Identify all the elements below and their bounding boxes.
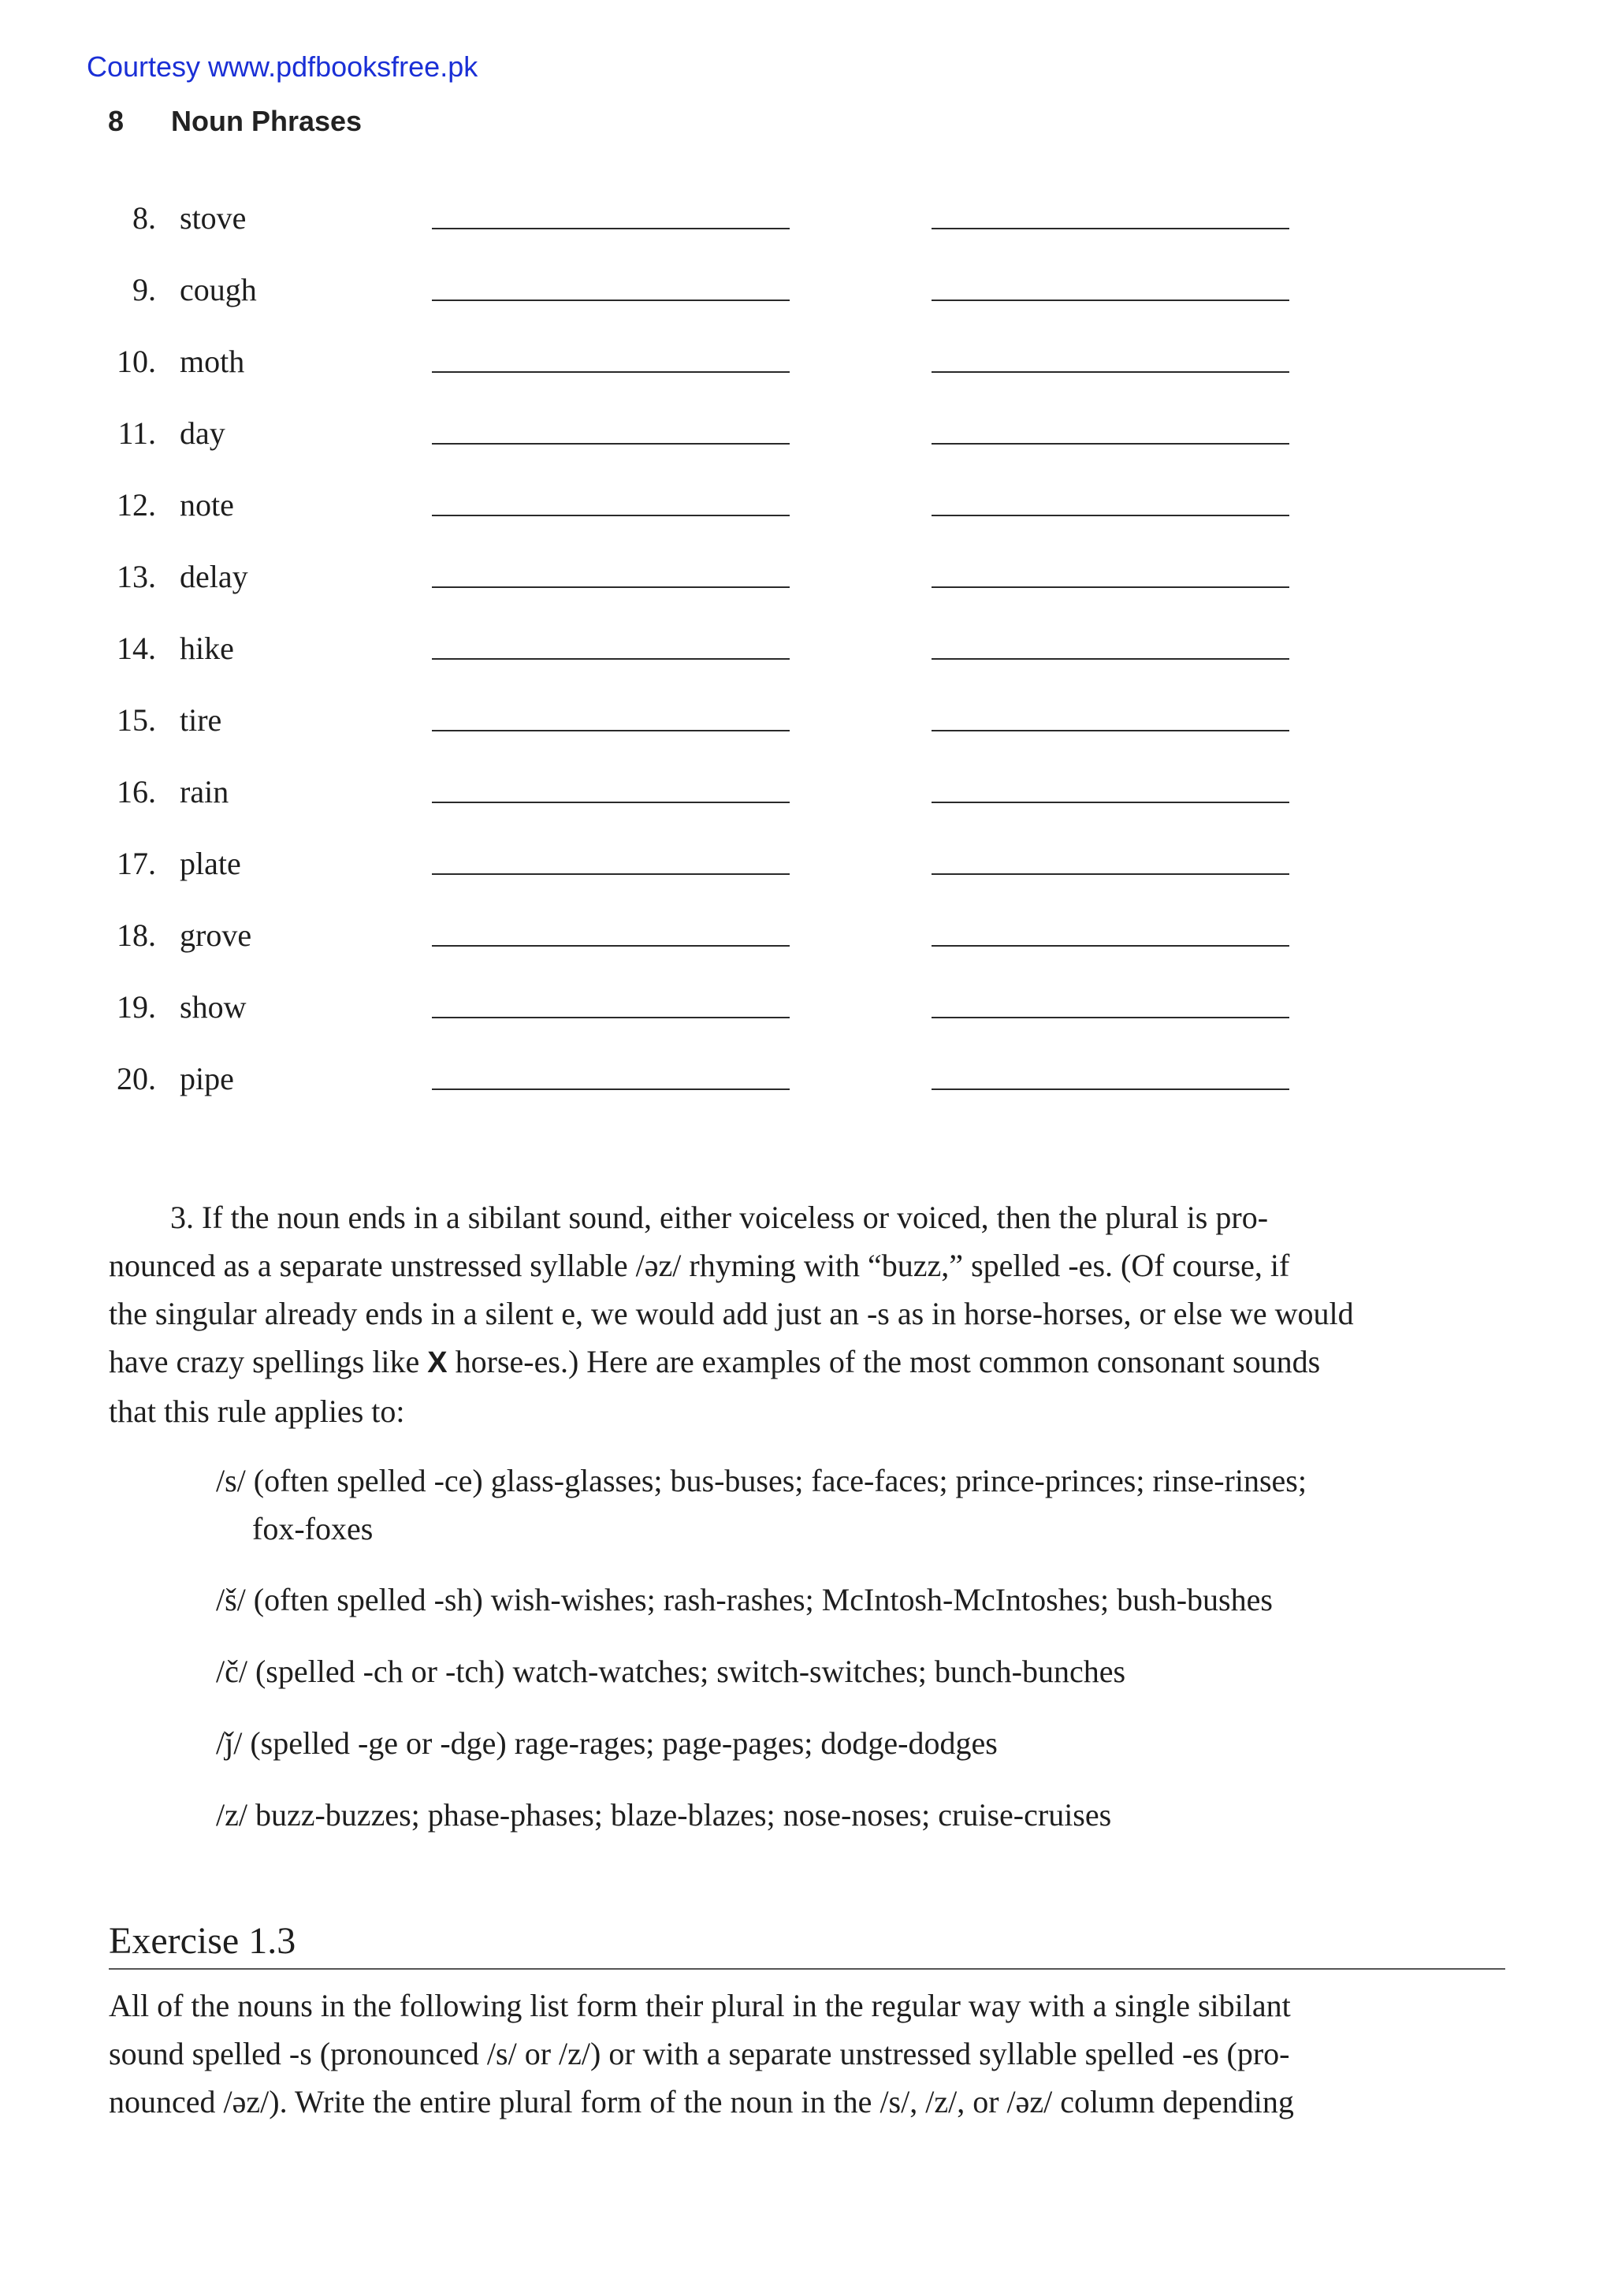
answer-blank-2[interactable]	[932, 658, 1289, 660]
instruction-line: sound spelled -s (pronounced /s/ or /z/) or with a separate unstressed syllable spelled -es (pro-	[109, 2036, 1290, 2071]
exercise-item	[0, 343, 1614, 390]
sibilant-example	[216, 1647, 1508, 1695]
answer-blank-2[interactable]	[932, 945, 1289, 947]
sibilant-example-text: /z/ buzz-buzzes; phase-phases; blaze-blazes; nose-noses; cruise-cruises	[216, 1797, 1112, 1833]
sibilant-example	[216, 1791, 1508, 1839]
running-head	[108, 105, 362, 138]
item-number: 18.	[117, 917, 156, 953]
answer-blank-2[interactable]	[932, 515, 1289, 516]
item-word: stove	[180, 200, 247, 236]
sibilant-example	[216, 1576, 1508, 1624]
sibilant-example-text: /ǰ/ (spelled -ge or -dge) rage-rages; page-pages; dodge-dodges	[216, 1725, 998, 1761]
item-word: plate	[180, 846, 241, 881]
exercise-item	[0, 988, 1614, 1036]
item-number: 10.	[117, 344, 156, 379]
answer-blank-1[interactable]	[432, 658, 790, 660]
rule-3-line: the singular already ends in a silent e, we would add just an -s as in horse-horses, or else we would	[109, 1296, 1354, 1331]
answer-blank-2[interactable]	[932, 873, 1289, 875]
item-word: grove	[180, 917, 252, 953]
exercise-item	[0, 773, 1614, 821]
answer-blank-1[interactable]	[432, 873, 790, 875]
rule-3-line: nounced as a separate unstressed syllable /əz/ rhyming with “buzz,” spelled -es. (Of course, if	[109, 1248, 1290, 1283]
item-word: moth	[180, 344, 245, 379]
exercise-item	[0, 199, 1614, 247]
item-number: 17.	[117, 846, 156, 881]
sibilant-example	[216, 1457, 1508, 1553]
item-number: 14.	[117, 631, 156, 666]
answer-blank-2[interactable]	[932, 730, 1289, 731]
rule-3-paragraph	[109, 1193, 1504, 1435]
answer-blank-1[interactable]	[432, 730, 790, 731]
answer-blank-2[interactable]	[932, 228, 1289, 229]
item-number: 13.	[117, 559, 156, 594]
heading-divider	[109, 1968, 1505, 1970]
answer-blank-1[interactable]	[432, 443, 790, 445]
answer-blank-2[interactable]	[932, 371, 1289, 373]
item-number: 19.	[117, 989, 156, 1025]
rule-3-line	[109, 1338, 1504, 1387]
answer-blank-2[interactable]	[932, 1017, 1289, 1018]
exercise-heading: Exercise 1.3	[109, 1920, 296, 1962]
exercise-item	[0, 630, 1614, 677]
answer-blank-1[interactable]	[432, 1017, 790, 1018]
item-number: 9.	[132, 272, 156, 307]
answer-blank-2[interactable]	[932, 300, 1289, 301]
sibilant-example-continuation: fox-foxes	[252, 1511, 374, 1546]
exercise-item	[0, 845, 1614, 892]
page-number: 8	[108, 105, 125, 137]
answer-blank-2[interactable]	[932, 1088, 1289, 1090]
sibilant-example-text: /č/ (spelled -ch or -tch) watch-watches; switch-switches; bunch-bunches	[216, 1654, 1126, 1689]
rule-3-line: 3. If the noun ends in a sibilant sound, either voiceless or voiced, then the plural is pro-	[170, 1200, 1269, 1235]
item-word: pipe	[180, 1061, 234, 1096]
exercise-item	[0, 917, 1614, 964]
item-number: 16.	[117, 774, 156, 809]
exercise-item	[0, 486, 1614, 534]
answer-blank-2[interactable]	[932, 586, 1289, 588]
item-number: 11.	[117, 415, 156, 451]
exercise-item	[0, 558, 1614, 605]
rule-3-text: horse-es.) Here are examples of the most common consonant sounds	[455, 1344, 1321, 1379]
exercise-item	[0, 415, 1614, 462]
sibilant-example	[216, 1719, 1508, 1767]
item-number: 8.	[132, 200, 156, 236]
chapter-title: Noun Phrases	[171, 105, 363, 137]
exercise-item	[0, 1060, 1614, 1107]
answer-blank-1[interactable]	[432, 515, 790, 516]
answer-blank-1[interactable]	[432, 228, 790, 229]
item-word: cough	[180, 272, 257, 307]
item-word: day	[180, 415, 225, 451]
x-mark-icon: X	[427, 1346, 448, 1379]
item-number: 15.	[117, 702, 156, 738]
exercise-item	[0, 701, 1614, 749]
exercise-item	[0, 271, 1614, 318]
answer-blank-1[interactable]	[432, 586, 790, 588]
rule-3-text: have crazy spellings like	[109, 1344, 420, 1379]
item-word: show	[180, 989, 247, 1025]
rule-3-line: that this rule applies to:	[109, 1394, 405, 1429]
answer-blank-1[interactable]	[432, 802, 790, 803]
answer-blank-1[interactable]	[432, 945, 790, 947]
item-number: 20.	[117, 1061, 156, 1096]
instruction-line: nounced /əz/). Write the entire plural form of the noun in the /s/, /z/, or /əz/ column depending	[109, 2084, 1294, 2119]
item-word: rain	[180, 774, 229, 809]
item-number: 12.	[117, 487, 156, 523]
answer-blank-1[interactable]	[432, 371, 790, 373]
item-word: hike	[180, 631, 234, 666]
instruction-line: All of the nouns in the following list form their plural in the regular way with a single sibilant	[109, 1988, 1291, 2023]
item-word: note	[180, 487, 234, 523]
sibilant-example-text: /š/ (often spelled -sh) wish-wishes; rash-rashes; McIntosh-McIntoshes; bush-bushes	[216, 1582, 1273, 1617]
sibilant-example-text: /s/ (often spelled -ce) glass-glasses; bus-buses; face-faces; prince-princes; rinse-rinses;	[216, 1463, 1307, 1498]
exercise-instructions	[109, 1982, 1504, 2126]
answer-blank-1[interactable]	[432, 1088, 790, 1090]
answer-blank-2[interactable]	[932, 443, 1289, 445]
item-word: delay	[180, 559, 248, 594]
answer-blank-1[interactable]	[432, 300, 790, 301]
item-word: tire	[180, 702, 222, 738]
courtesy-watermark-link[interactable]: Courtesy www.pdfbooksfree.pk	[87, 50, 478, 83]
answer-blank-2[interactable]	[932, 802, 1289, 803]
